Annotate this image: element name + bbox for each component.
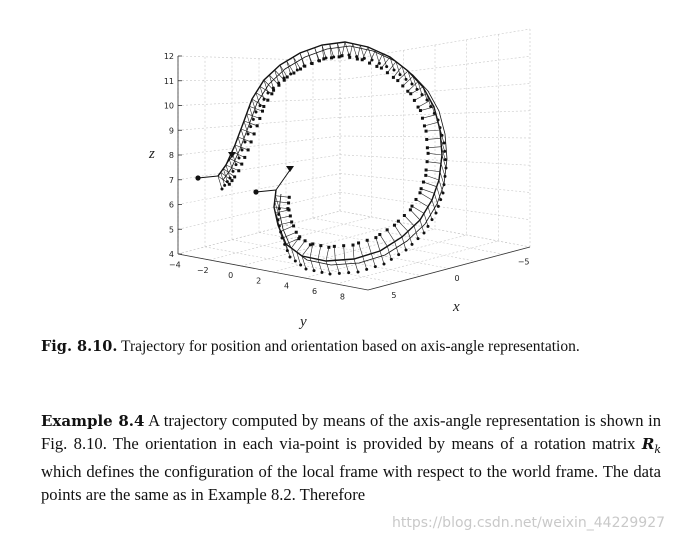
x-tick-labels — [391, 257, 529, 300]
plot-grid — [178, 29, 530, 290]
x-tick-label: 0 — [454, 274, 460, 284]
trajectory-curve — [218, 42, 447, 265]
figure-caption — [41, 337, 661, 356]
z-tick-label: 11 — [163, 76, 174, 86]
z-tick-labels — [164, 52, 182, 259]
caption-label: Fig. 8.10. — [41, 338, 118, 355]
x-tick-label: 5 — [391, 290, 397, 300]
z-tick-label: 10 — [163, 101, 174, 111]
x-axis-label: x — [453, 299, 460, 315]
endpoint-frame — [253, 166, 294, 195]
orientation-frame — [322, 45, 328, 60]
z-tick-label: 5 — [168, 225, 174, 235]
y-axis-label: y — [300, 314, 307, 330]
z-tick-label: 8 — [168, 151, 174, 160]
watermark-text: https://blog.csdn.net/weixin_44229927 — [392, 515, 666, 531]
z-tick-label: 7 — [168, 175, 174, 185]
orientation-frame — [300, 53, 306, 68]
z-tick-label: 6 — [168, 200, 174, 210]
orientation-frame — [409, 208, 426, 234]
trajectory-plot — [140, 25, 580, 345]
y-tick-label: 6 — [311, 287, 318, 296]
y-tick-label: −2 — [196, 265, 209, 275]
orientation-frame — [330, 44, 336, 59]
y-tick-label: 0 — [228, 271, 234, 281]
orientation-frame — [341, 42, 351, 57]
caption-text: Trajectory for position and orientation based on axis-angle representation. — [121, 338, 580, 355]
example-text-after: which defines the configuration of the local frame with respect to the world frame. The data points are the same as in Example 8.2. Therefore — [41, 462, 661, 504]
example-paragraph — [41, 410, 661, 506]
orientation-frame — [366, 239, 377, 268]
rotation-matrix-symbol: $R_k$ — [641, 434, 662, 456]
z-tick-label: 12 — [163, 52, 174, 61]
orientation-frame — [426, 160, 447, 178]
y-tick-label: −4 — [168, 260, 181, 270]
example-label: Example 8.4 — [41, 412, 145, 430]
orientation-frame — [357, 241, 368, 270]
orientation-frame — [403, 214, 420, 240]
y-tick-label: 4 — [284, 281, 290, 291]
z-tick-label: 4 — [168, 250, 174, 259]
orientation-frame — [307, 50, 313, 65]
y-tick-label: 8 — [339, 292, 345, 302]
x-tick-label: −5 — [517, 257, 530, 267]
example-text-before: A trajectory computed by means of the axis-angle representation is shown in Fig. 8.10. The orientation in each via-point is provided by means of a rotation matrix — [41, 411, 661, 453]
trajectory-figure — [140, 25, 580, 345]
y-tick-label: 2 — [256, 276, 262, 286]
z-tick-label: 9 — [168, 126, 174, 136]
z-axis-label: z — [149, 146, 155, 162]
